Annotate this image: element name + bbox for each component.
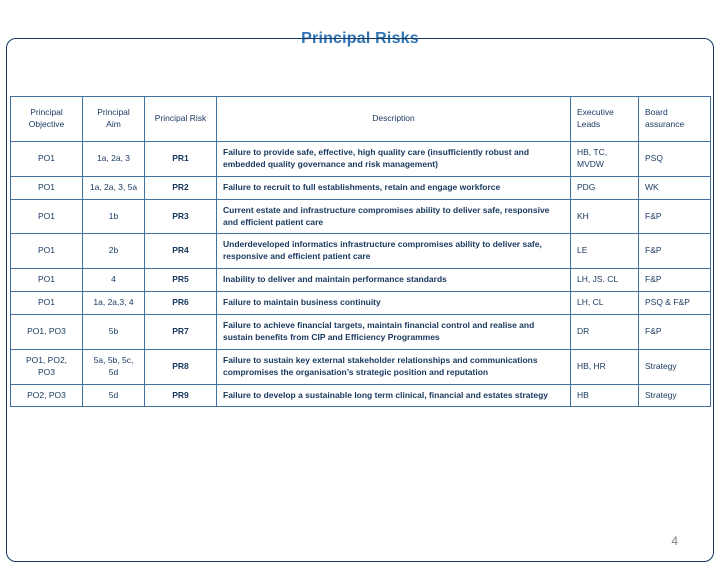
cell-risk: PR7 (145, 315, 217, 350)
cell-risk: PR8 (145, 349, 217, 384)
cell-leads: HB, TC, MVDW (571, 142, 639, 177)
cell-aim: 1b (83, 199, 145, 234)
cell-leads: PDG (571, 176, 639, 199)
cell-assurance: F&P (639, 315, 711, 350)
cell-risk: PR5 (145, 269, 217, 292)
cell-objective: PO1, PO2, PO3 (11, 349, 83, 384)
column-header-executive-leads: Executive Leads (571, 97, 639, 142)
cell-description: Current estate and infrastructure compromises ability to deliver safe, responsive and efficient patient care (217, 199, 571, 234)
cell-risk: PR4 (145, 234, 217, 269)
column-header-board-assurance: Board assurance (639, 97, 711, 142)
cell-description: Failure to sustain key external stakeholder relationships and communications compromises the organisation’s strategic position and reputation (217, 349, 571, 384)
risk-table-body (11, 142, 711, 407)
table-header-row (11, 97, 711, 142)
cell-leads: KH (571, 199, 639, 234)
cell-aim: 1a, 2a, 3 (83, 142, 145, 177)
cell-assurance: PSQ (639, 142, 711, 177)
table-row (11, 176, 711, 199)
cell-leads: HB (571, 384, 639, 407)
principal-risks-table (10, 96, 711, 407)
cell-risk: PR6 (145, 292, 217, 315)
column-header-principal-objective: Principal Objective (11, 97, 83, 142)
cell-description: Failure to achieve financial targets, maintain financial control and realise and sustain benefits from CIP and Efficiency Programmes (217, 315, 571, 350)
cell-assurance: WK (639, 176, 711, 199)
cell-aim: 1a, 2a, 3, 5a (83, 176, 145, 199)
table-row (11, 384, 711, 407)
cell-assurance: PSQ & F&P (639, 292, 711, 315)
cell-leads: LE (571, 234, 639, 269)
cell-aim: 5b (83, 315, 145, 350)
table-row (11, 292, 711, 315)
cell-risk: PR3 (145, 199, 217, 234)
column-header-principal-risk: Principal Risk (145, 97, 217, 142)
cell-description: Failure to maintain business continuity (217, 292, 571, 315)
column-header-principal-aim: Principal Aim (83, 97, 145, 142)
page-number: 4 (671, 534, 678, 548)
cell-objective: PO2, PO3 (11, 384, 83, 407)
table-row (11, 199, 711, 234)
cell-description: Failure to provide safe, effective, high quality care (insufficiently robust and embedded quality governance and risk management) (217, 142, 571, 177)
cell-description: Failure to recruit to full establishments, retain and engage workforce (217, 176, 571, 199)
cell-leads: LH, CL (571, 292, 639, 315)
cell-assurance: F&P (639, 234, 711, 269)
cell-objective: PO1 (11, 142, 83, 177)
table-row (11, 142, 711, 177)
cell-assurance: Strategy (639, 384, 711, 407)
cell-description: Failure to develop a sustainable long term clinical, financial and estates strategy (217, 384, 571, 407)
risk-table-container (10, 96, 710, 407)
cell-objective: PO1 (11, 292, 83, 315)
column-header-description: Description (217, 97, 571, 142)
cell-aim: 5d (83, 384, 145, 407)
page-title: Principal Risks (301, 30, 419, 47)
cell-objective: PO1 (11, 199, 83, 234)
cell-leads: HB, HR (571, 349, 639, 384)
cell-description: Inability to deliver and maintain performance standards (217, 269, 571, 292)
cell-objective: PO1 (11, 176, 83, 199)
cell-aim: 2b (83, 234, 145, 269)
table-row (11, 349, 711, 384)
table-row (11, 315, 711, 350)
cell-aim: 4 (83, 269, 145, 292)
cell-assurance: F&P (639, 269, 711, 292)
cell-aim: 1a, 2a,3, 4 (83, 292, 145, 315)
table-row (11, 234, 711, 269)
cell-description: Underdeveloped informatics infrastructure compromises ability to deliver safe, responsive and efficient patient care (217, 234, 571, 269)
table-row (11, 269, 711, 292)
cell-objective: PO1 (11, 269, 83, 292)
cell-risk: PR9 (145, 384, 217, 407)
cell-leads: LH, JS. CL (571, 269, 639, 292)
cell-risk: PR2 (145, 176, 217, 199)
cell-objective: PO1 (11, 234, 83, 269)
cell-aim: 5a, 5b, 5c, 5d (83, 349, 145, 384)
cell-assurance: Strategy (639, 349, 711, 384)
cell-objective: PO1, PO3 (11, 315, 83, 350)
cell-leads: DR (571, 315, 639, 350)
cell-risk: PR1 (145, 142, 217, 177)
cell-assurance: F&P (639, 199, 711, 234)
